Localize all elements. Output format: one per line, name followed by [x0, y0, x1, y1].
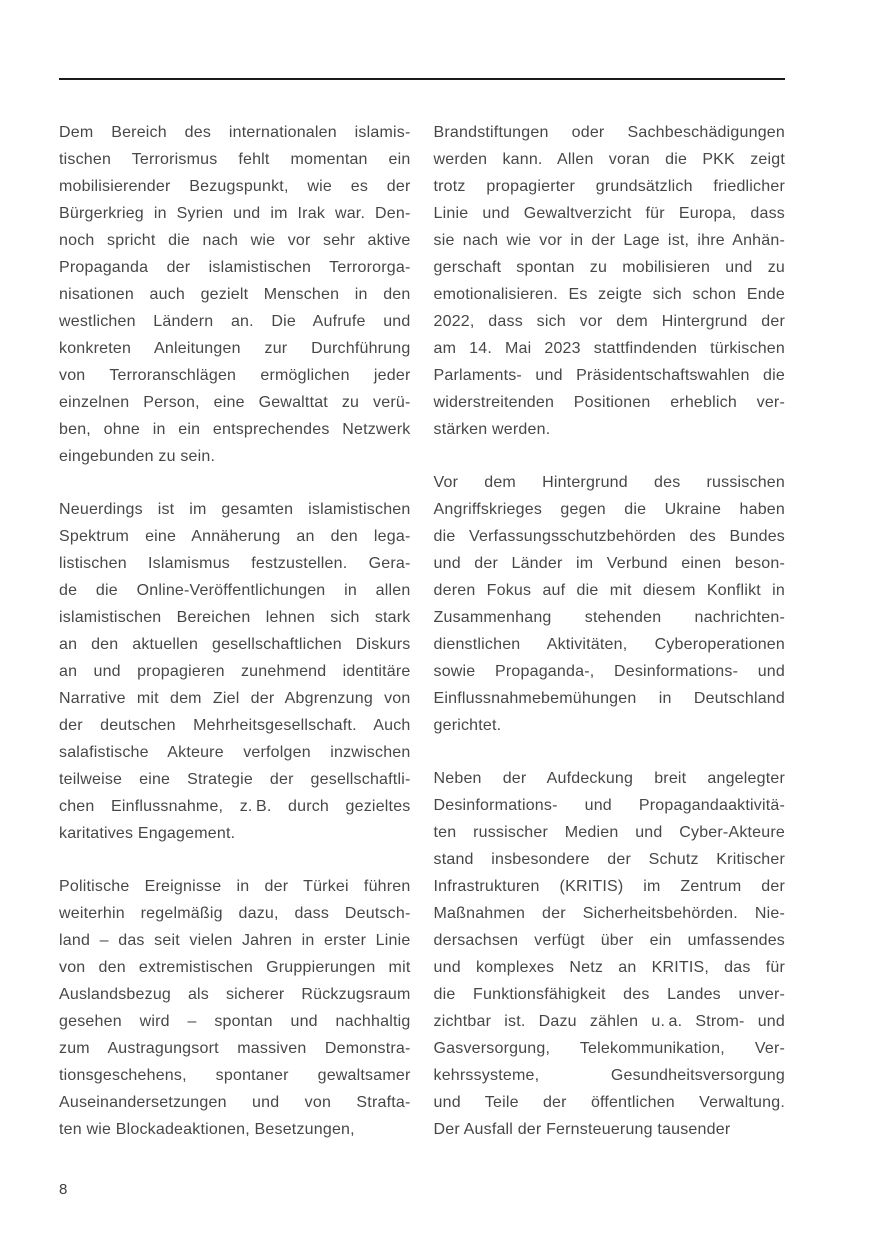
text-line: und der Länder im Verbund einen beson- [433, 555, 785, 572]
text-line: von Terroranschlägen ermöglichen jeder [59, 367, 411, 384]
text-line: an den aktuellen gesellschaftlichen Diskurs [59, 636, 411, 653]
text-line: stand insbesondere der Schutz Kritischer [433, 851, 785, 868]
body-text [59, 119, 785, 1143]
text-line: die Verfassungsschutzbehörden des Bundes [433, 528, 785, 545]
text-line: salafistische Akteure verfolgen inzwischen [59, 744, 411, 761]
text-line: am 14. Mai 2023 stattfindenden türkischen [433, 340, 785, 357]
text-line: Angriffskrieges gegen die Ukraine haben [433, 501, 785, 518]
paragraph [59, 496, 411, 847]
text-line: zum Austragungsort massiven Demonstra- [59, 1040, 411, 1057]
text-line: listischen Islamismus festzustellen. Gera- [59, 555, 411, 572]
page-number: 8 [59, 1181, 68, 1198]
text-line: Spektrum eine Annäherung an den lega- [59, 528, 411, 545]
text-line: Propaganda der islamistischen Terrororga- [59, 259, 411, 276]
text-line: ten russischer Medien und Cyber-Akteure [433, 824, 785, 841]
text-line: teilweise eine Strategie der gesellschaftli- [59, 771, 411, 788]
text-line: Einflussnahmebemühungen in Deutschland [433, 690, 785, 707]
text-line: gerichtet. [433, 717, 502, 734]
text-line: weiterhin regelmäßig dazu, dass Deutsch- [59, 905, 411, 922]
text-line: eingebunden zu sein. [59, 448, 216, 465]
text-line: sie nach wie vor in der Lage ist, ihre Anhän- [433, 232, 785, 249]
paragraph [59, 873, 411, 1143]
paragraph [434, 765, 786, 1143]
text-line: kehrssysteme, Gesundheitsversorgung [433, 1067, 785, 1084]
text-line: Vor dem Hintergrund des russischen [433, 474, 785, 491]
text-line: tionsgeschehens, spontaner gewaltsamer [59, 1067, 411, 1084]
text-line: nisationen auch gezielt Menschen in den [59, 286, 411, 303]
text-line: werden kann. Allen voran die PKK zeigt [433, 151, 785, 168]
text-line: die Funktionsfähigkeit des Landes unver- [433, 986, 785, 1003]
paragraph [434, 119, 786, 443]
paragraph [59, 119, 411, 470]
text-line: Parlaments- und Präsidentschaftswahlen die [433, 367, 785, 384]
paragraph [434, 469, 786, 739]
text-line: der deutschen Mehrheitsgesellschaft. Auch [59, 717, 411, 734]
text-line: Bürgerkrieg in Syrien und im Irak war. Den- [59, 205, 411, 222]
text-line: dienstlichen Aktivitäten, Cyberoperationen [433, 636, 785, 653]
text-line: und komplexes Netz an KRITIS, das für [433, 959, 785, 976]
text-line: karitatives Engagement. [59, 825, 236, 842]
text-line: land – das seit vielen Jahren in erster Linie [59, 932, 411, 949]
text-column-left [59, 119, 411, 1143]
text-line: Auslandsbezug als sicherer Rückzugsraum [59, 986, 411, 1003]
text-line: von den extremistischen Gruppierungen mit [59, 959, 411, 976]
text-line: konkreten Anleitungen zur Durchführung [59, 340, 411, 357]
text-column-right [434, 119, 786, 1143]
text-line: sowie Propaganda-, Desinformations- und [433, 663, 785, 680]
text-line: und Teile der öffentlichen Verwaltung. [433, 1094, 785, 1111]
text-line: Dem Bereich des internationalen islamis- [59, 124, 411, 141]
text-line: emotionalisieren. Es zeigte sich schon Ende [433, 286, 785, 303]
text-line: islamistischen Bereichen lehnen sich stark [59, 609, 411, 626]
text-line: an und propagieren zunehmend identitäre [59, 663, 411, 680]
text-line: de die Online-Veröffentlichungen in allen [59, 582, 411, 599]
text-line: dersachsen verfügt über ein umfassendes [433, 932, 785, 949]
text-line: gerschaft spontan zu mobilisieren und zu [433, 259, 785, 276]
text-line: Politische Ereignisse in der Türkei führen [59, 878, 411, 895]
header-rule [59, 78, 785, 80]
text-line: Maßnahmen der Sicherheitsbehörden. Nie- [433, 905, 785, 922]
text-line: trotz propagierter grundsätzlich friedlicher [433, 178, 785, 195]
text-line: ben, ohne in ein entsprechendes Netzwerk [59, 421, 411, 438]
text-line: Narrative mit dem Ziel der Abgrenzung von [59, 690, 411, 707]
text-line: stärken werden. [433, 421, 551, 438]
text-line: Neuerdings ist im gesamten islamistischen [59, 501, 411, 518]
text-line: westlichen Ländern an. Die Aufrufe und [59, 313, 411, 330]
text-line: widerstreitenden Positionen erheblich ver- [433, 394, 785, 411]
text-line: tischen Terrorismus fehlt momentan ein [59, 151, 411, 168]
text-line: zichtbar ist. Dazu zählen u. a. Strom- und [433, 1013, 785, 1030]
text-line: ten wie Blockadeaktionen, Besetzungen, [59, 1121, 355, 1138]
text-line: Brandstiftungen oder Sachbeschädigungen [433, 124, 785, 141]
text-line: noch spricht die nach wie vor sehr aktive [59, 232, 411, 249]
text-line: chen Einflussnahme, z. B. durch gezieltes [59, 798, 411, 815]
text-line: Infrastrukturen (KRITIS) im Zentrum der [433, 878, 785, 895]
text-line: 2022, dass sich vor dem Hintergrund der [433, 313, 785, 330]
text-line: Neben der Aufdeckung breit angelegter [433, 770, 785, 787]
text-line: mobilisierender Bezugspunkt, wie es der [59, 178, 411, 195]
text-line: einzelnen Person, eine Gewalttat zu verü- [59, 394, 411, 411]
text-line: Auseinandersetzungen und von Strafta- [59, 1094, 411, 1111]
text-line: Linie und Gewaltverzicht für Europa, dass [433, 205, 785, 222]
text-line: Desinformations- und Propagandaaktivitä- [433, 797, 785, 814]
text-line: gesehen wird – spontan und nachhaltig [59, 1013, 411, 1030]
text-line: deren Fokus auf die mit diesem Konflikt in [433, 582, 785, 599]
text-line: Gasversorgung, Telekommunikation, Ver- [433, 1040, 785, 1057]
text-line: Zusammenhang stehenden nachrichten- [433, 609, 785, 626]
text-line: Der Ausfall der Fernsteuerung tausender [433, 1121, 731, 1138]
